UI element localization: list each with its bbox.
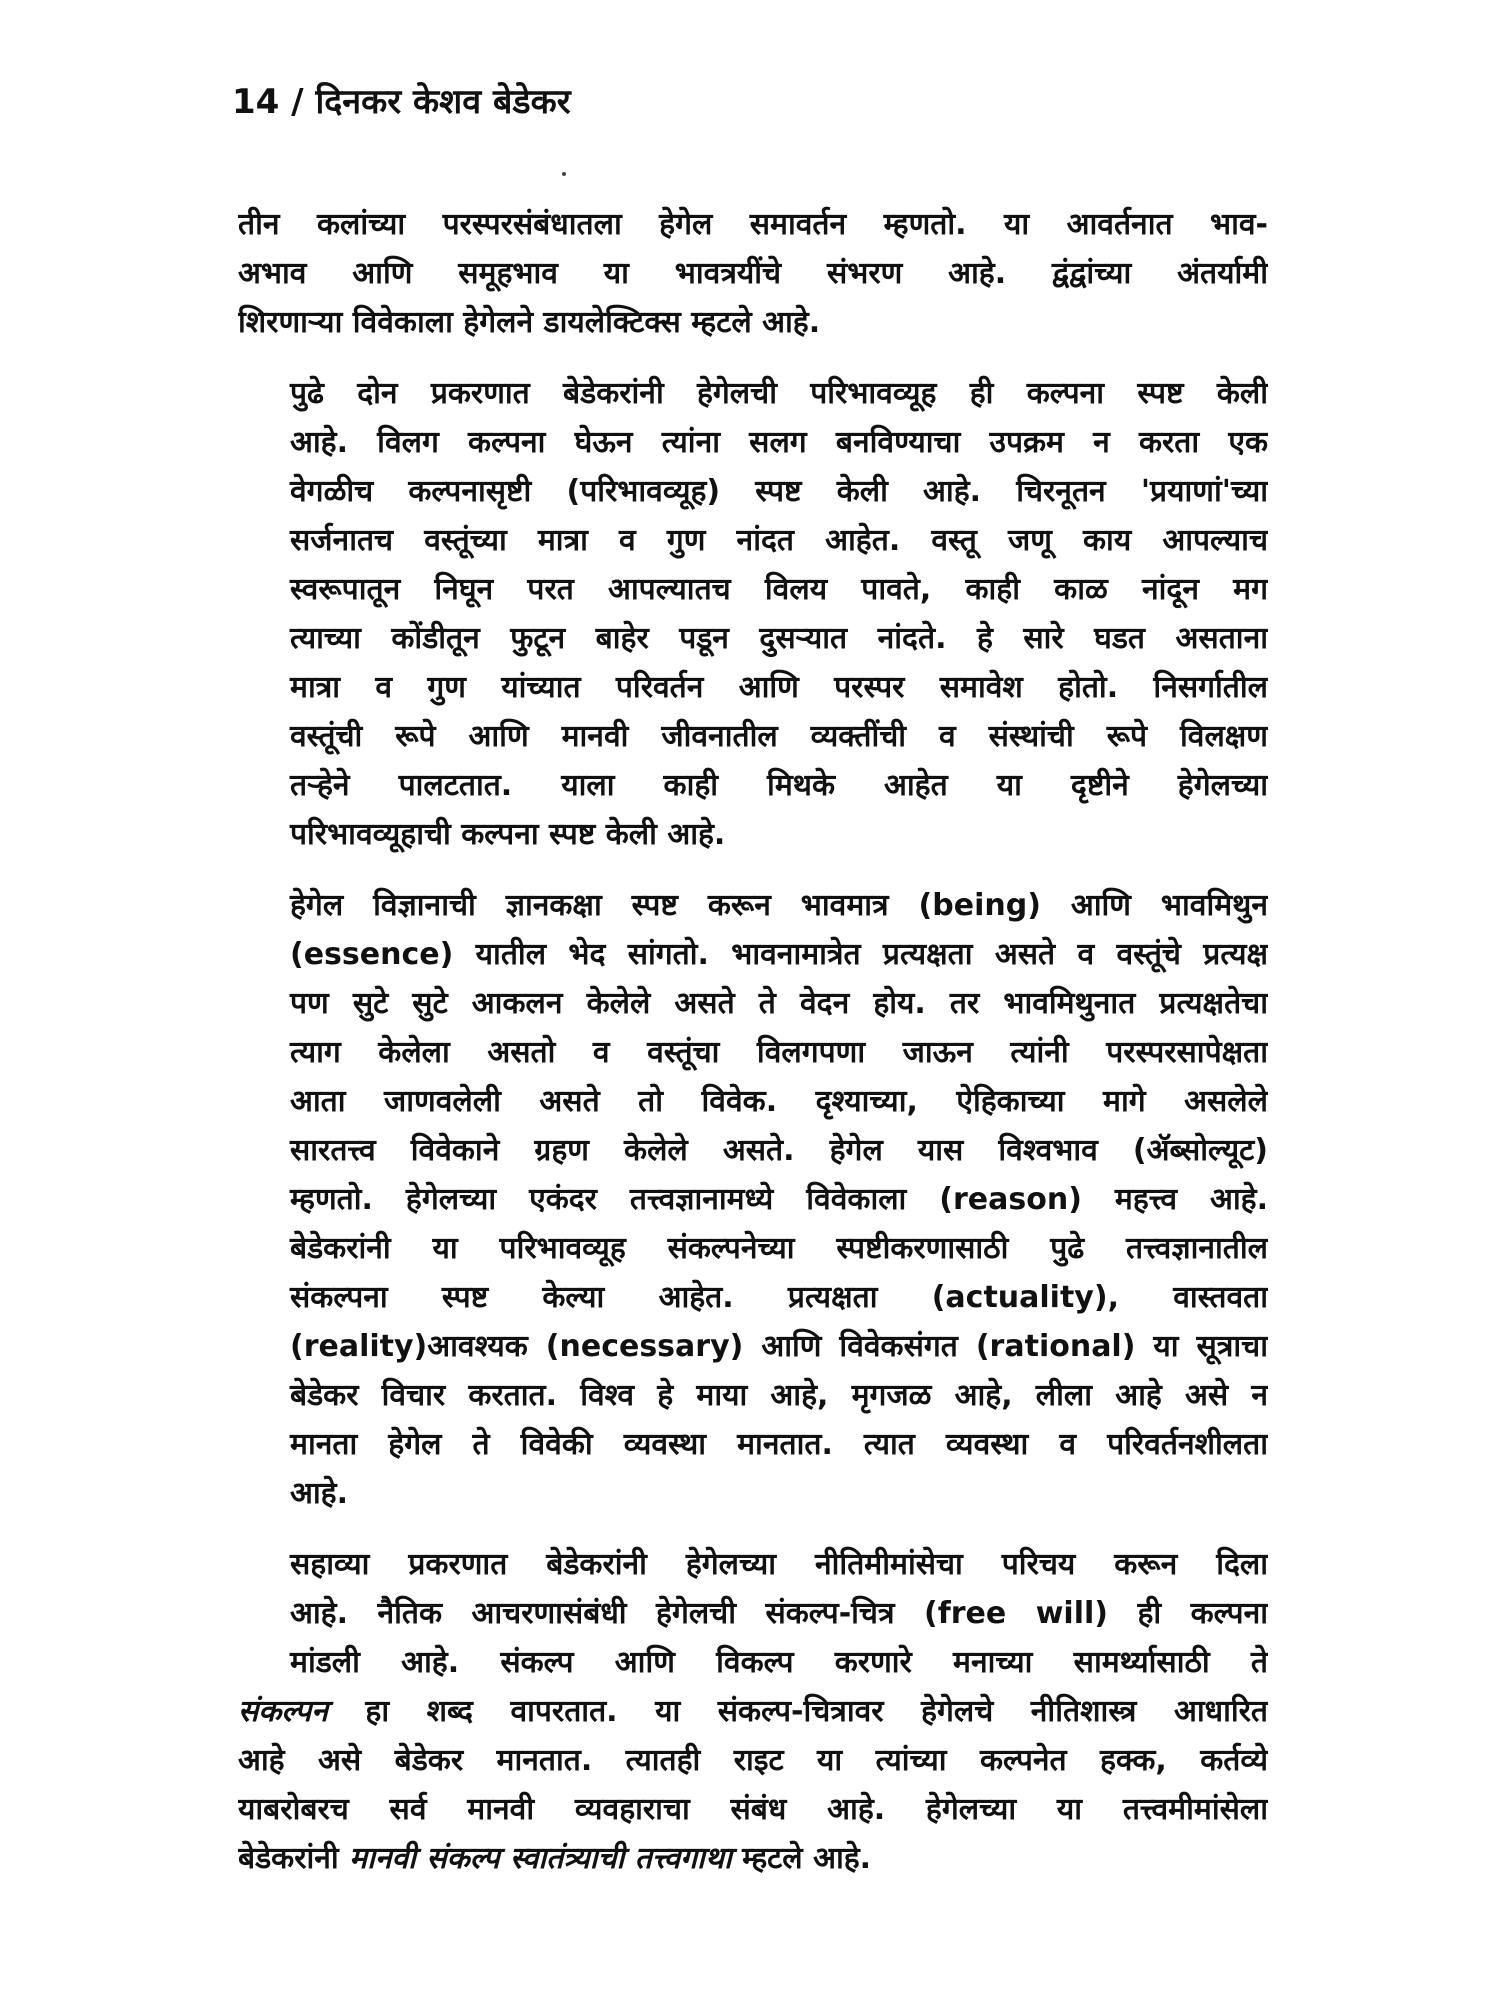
text-line: मानता हेगेल ते विवेकी व्यवस्था मानतात. त्यात व्यवस्था व परिवर्तनशीलता: [290, 1427, 1268, 1462]
text-line: म्हणतो. हेगेलच्या एकंदर तत्त्वज्ञानामध्ये विवेकाला (reason) महत्त्व आहे.: [290, 1182, 1268, 1217]
paragraph-container: [238, 200, 1268, 1687]
italic-phrase: मानवी संकल्प स्वातंत्र्याची तत्त्वगाथा: [349, 1841, 732, 1876]
text-line: पण सुटे सुटे आकलन केलेले असते ते वेदन होय. तर भावमिथुनात प्रत्यक्षतेचा: [290, 986, 1268, 1021]
paragraph-3: [238, 881, 1268, 1518]
text-line: मात्रा व गुण यांच्यात परिवर्तन आणि परस्पर समावेश होतो. निसर्गातील: [290, 670, 1268, 705]
text-segment: हा शब्द वापरतात. या संकल्प-चित्रावर हेगेलचे नीतिशास्त्र आधारित: [327, 1694, 1268, 1729]
italic-term: संकल्पन: [238, 1694, 328, 1729]
text-line: सर्जनातच वस्तूंच्या मात्रा व गुण नांदत आहेत. वस्तू जणू काय आपल्याच: [290, 523, 1268, 558]
print-speck: [562, 172, 566, 176]
text-line: मांडली आहे. संकल्प आणि विकल्प करणारे मनाच्या सामर्थ्यासाठी ते: [290, 1645, 1268, 1680]
text-line: हेगेल विज्ञानाची ज्ञानकक्षा स्पष्ट करून भावमात्र (being) आणि भावमिथुन: [290, 888, 1268, 923]
text-line: संकल्पना स्पष्ट केल्या आहेत. प्रत्यक्षता (actuality), वास्तवता: [290, 1280, 1268, 1315]
text-line: आहे.: [290, 1476, 348, 1511]
text-line: बेडेकर विचार करतात. विश्व हे माया आहे, मृगजळ आहे, लीला आहे असे न: [290, 1378, 1268, 1413]
header-author: दिनकर केशव बेडेकर: [315, 82, 571, 122]
text-line: सहाव्या प्रकरणात बेडेकरांनी हेगेलच्या नीतिमीमांसेचा परिचय करून दिला: [290, 1547, 1268, 1582]
text-line: वेगळीच कल्पनासृष्टी (परिभावव्यूह) स्पष्ट केली आहे. चिरनूतन 'प्रयाणां'च्या: [290, 474, 1268, 509]
text-line: सारतत्त्व विवेकाने ग्रहण केलेले असते. हेगेल यास विश्वभाव (ॲब्सोल्यूट): [290, 1133, 1268, 1168]
body-text: [238, 200, 1268, 1905]
paragraph-2: [238, 369, 1268, 859]
text-line: (reality)आवश्यक (necessary) आणि विवेकसंगत (rational) या सूत्राचा: [290, 1329, 1268, 1364]
text-line: पुढे दोन प्रकरणात बेडेकरांनी हेगेलची परिभावव्यूह ही कल्पना स्पष्ट केली: [290, 376, 1268, 411]
text-line: (essence) यातील भेद सांगतो. भावनामात्रेत प्रत्यक्षता असते व वस्तूंचे प्रत्यक्ष: [290, 937, 1268, 972]
text-line: आहे. विलग कल्पना घेऊन त्यांना सलग बनविण्याचा उपक्रम न करता एक: [290, 425, 1268, 460]
text-line: [238, 1687, 1268, 1736]
text-line: शिरणाऱ्या विवेकाला हेगेलने डायलेक्टिक्स म्हटले आहे.: [238, 305, 821, 340]
page-number: 14: [232, 82, 280, 122]
text-line: त्याग केलेला असतो व वस्तूंचा विलगपणा जाऊन त्यांनी परस्परसापेक्षता: [290, 1035, 1268, 1070]
text-line: याबरोबरच सर्व मानवी व्यवहाराचा संबंध आहे. हेगेलच्या या तत्त्वमीमांसेला: [238, 1792, 1268, 1827]
text-segment: म्हटले आहे.: [731, 1841, 872, 1876]
text-line: परिभावव्यूहाची कल्पना स्पष्ट केली आहे.: [290, 817, 726, 852]
running-header: [232, 82, 571, 123]
text-line: त्याच्या कोंडीतून फुटून बाहेर पडून दुसऱ्यात नांदते. हे सारे घडत असताना: [290, 621, 1268, 656]
text-line: वस्तूंची रूपे आणि मानवी जीवनातील व्यक्तींची व संस्थांची रूपे विलक्षण: [290, 719, 1268, 754]
text-line: [238, 1834, 1268, 1883]
paragraph-4: [238, 1540, 1268, 1687]
text-line: आहे. नैतिक आचरणासंबंधी हेगेलची संकल्प-चित्र (free will) ही कल्पना: [290, 1596, 1268, 1631]
text-line: अभाव आणि समूहभाव या भावत्रयींचे संभरण आहे. द्वंद्वांच्या अंतर्यामी: [238, 256, 1268, 291]
paragraph-4-tail: [238, 1687, 1268, 1883]
text-line: स्वरूपातून निघून परत आपल्यातच विलय पावते, काही काळ नांदून मग: [290, 572, 1268, 607]
text-line: तीन कलांच्या परस्परसंबंधातला हेगेल समावर्तन म्हणतो. या आवर्तनात भाव-: [238, 207, 1268, 242]
text-line: बेडेकरांनी या परिभावव्यूह संकल्पनेच्या स्पष्टीकरणासाठी पुढे तत्त्वज्ञानातील: [290, 1231, 1268, 1266]
text-line: तऱ्हेने पालटतात. याला काही मिथके आहेत या दृष्टीने हेगेलच्या: [290, 768, 1268, 803]
text-line: आता जाणवलेली असते तो विवेक. दृश्याच्या, ऐहिकाच्या मागे असलेले: [290, 1084, 1268, 1119]
text-line: आहे असे बेडेकर मानतात. त्यातही राइट या त्यांच्या कल्पनेत हक्क, कर्तव्ये: [238, 1743, 1268, 1778]
text-segment: बेडेकरांनी: [238, 1841, 350, 1876]
paragraph-1: [238, 200, 1268, 347]
header-separator: /: [291, 82, 304, 122]
